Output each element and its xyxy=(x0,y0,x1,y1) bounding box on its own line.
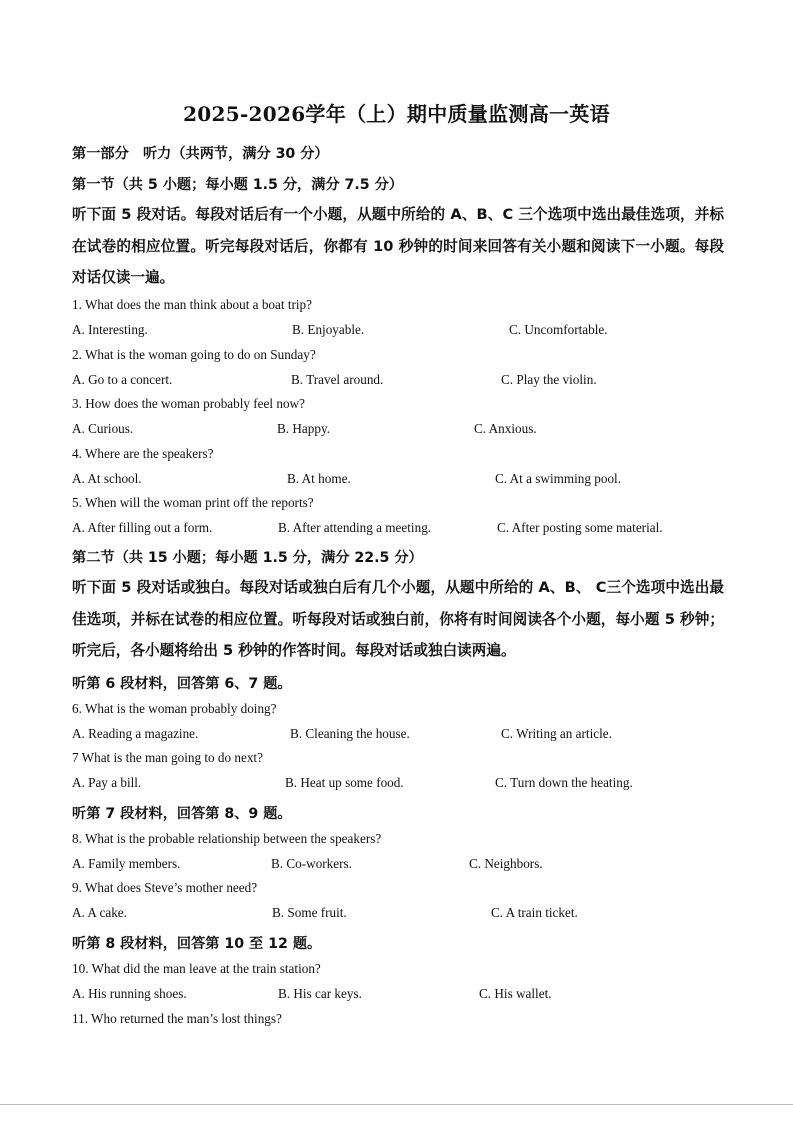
question-2-option-b: B. Travel around. xyxy=(291,372,384,387)
question-9-option-a: A. A cake. xyxy=(72,905,127,920)
section2-instructions: 听下面 5 段对话或独白。每段对话或独白后有几个小题，从题中所给的 A、B、 C三个选项中选出最佳选项，并标在试卷的相应位置。听每段对话或独白前，你将有时间阅读各个小题，每小题 5 秒钟；听完后，各小题将给出 5 秒钟的作答时间。每段对话或独白读两遍。 xyxy=(72,579,724,659)
question-9-option-b: B. Some fruit. xyxy=(272,905,347,920)
question-6: 6. What is the woman probably doing? xyxy=(72,701,277,716)
section1-heading: 第一节（共 5 小题；每小题 1.5 分，满分 7.5 分） xyxy=(72,177,403,193)
question-1-option-a: A. Interesting. xyxy=(72,322,148,337)
question-10-option-a: A. His running shoes. xyxy=(72,986,187,1001)
question-1-option-c: C. Uncomfortable. xyxy=(509,322,608,337)
question-7-option-a: A. Pay a bill. xyxy=(72,775,142,790)
question-5-option-a: A. After filling out a form. xyxy=(72,520,213,535)
question-10-option-c: C. His wallet. xyxy=(479,986,552,1001)
section1-instructions: 听下面 5 段对话。每段对话后有一个小题，从题中所给的 A、B、C 三个选项中选出最佳选项，并标在试卷的相应位置。听完每段对话后，你都有 10 秒钟的时间来回答有关小题和阅读下一小题。每段对话仅读一遍。 xyxy=(72,206,724,286)
question-5-option-c: C. After posting some material. xyxy=(497,520,663,535)
question-3-option-c: C. Anxious. xyxy=(474,421,537,436)
question-10-option-b: B. His car keys. xyxy=(278,986,362,1001)
question-3-option-a: A. Curious. xyxy=(72,421,134,436)
part1-heading: 第一部分 听力（共两节，满分 30 分） xyxy=(72,146,329,162)
question-11: 11. Who returned the man’s lost things? xyxy=(72,1011,282,1026)
question-5: 5. When will the woman print off the reports? xyxy=(72,495,314,510)
question-6-option-c: C. Writing an article. xyxy=(501,726,612,741)
question-10: 10. What did the man leave at the train station? xyxy=(72,961,321,976)
question-8-option-c: C. Neighbors. xyxy=(469,856,543,871)
question-1-option-b: B. Enjoyable. xyxy=(292,322,365,337)
question-1: 1. What does the man think about a boat trip? xyxy=(72,297,313,312)
material-heading-7: 听第 7 段材料，回答第 8、9 题。 xyxy=(72,806,292,822)
question-2-option-a: A. Go to a concert. xyxy=(72,372,173,387)
question-3-option-b: B. Happy. xyxy=(277,421,330,436)
question-3: 3. How does the woman probably feel now? xyxy=(72,396,305,411)
question-4-option-b: B. At home. xyxy=(287,471,351,486)
question-9: 9. What does Steve’s mother need? xyxy=(72,880,258,895)
question-4: 4. Where are the speakers? xyxy=(72,446,214,461)
question-7-option-b: B. Heat up some food. xyxy=(285,775,404,790)
question-7-option-c: C. Turn down the heating. xyxy=(495,775,633,790)
question-9-option-c: C. A train ticket. xyxy=(491,905,578,920)
question-6-option-b: B. Cleaning the house. xyxy=(290,726,410,741)
question-4-option-c: C. At a swimming pool. xyxy=(495,471,622,486)
question-2-option-c: C. Play the violin. xyxy=(501,372,597,387)
section2-heading: 第二节（共 15 小题；每小题 1.5 分，满分 22.5 分） xyxy=(72,550,423,566)
question-8: 8. What is the probable relationship between the speakers? xyxy=(72,831,382,846)
page-bottom-divider xyxy=(0,1104,793,1105)
question-7: 7 What is the man going to do next? xyxy=(72,750,263,765)
question-6-option-a: A. Reading a magazine. xyxy=(72,726,199,741)
question-8-option-b: B. Co-workers. xyxy=(271,856,352,871)
question-5-option-b: B. After attending a meeting. xyxy=(278,520,432,535)
question-2: 2. What is the woman going to do on Sunday? xyxy=(72,347,316,362)
material-heading-6: 听第 6 段材料，回答第 6、7 题。 xyxy=(72,676,292,692)
page-title: 2025-2026学年（上）期中质量监测高一英语 xyxy=(183,102,610,126)
material-heading-8: 听第 8 段材料，回答第 10 至 12 题。 xyxy=(72,936,322,952)
question-8-option-a: A. Family members. xyxy=(72,856,181,871)
question-4-option-a: A. At school. xyxy=(72,471,142,486)
